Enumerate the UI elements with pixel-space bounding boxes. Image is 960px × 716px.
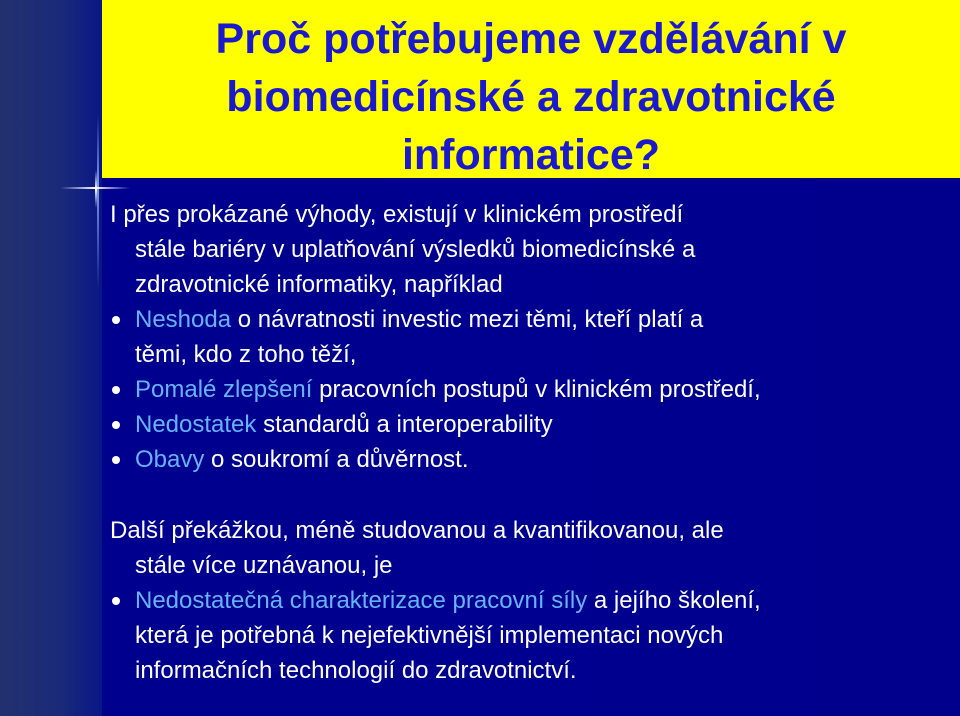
bullet-text: o návratnosti investic mezi těmi, kteří platí a	[231, 306, 704, 333]
bullet-item	[110, 583, 960, 618]
second-line-2: stále více uznávanou, je	[135, 552, 393, 579]
bullet-highlight: Obavy	[135, 446, 205, 473]
bullet-highlight: Nedostatečná charakterizace pracovní síly	[135, 587, 588, 614]
bullet-highlight: Neshoda	[135, 306, 232, 333]
decor-cross-line	[95, 170, 97, 208]
bullet-dot-icon	[112, 316, 120, 324]
bullet-highlight: Pomalé zlepšení	[135, 376, 313, 403]
bullet-text: a jejího školení,	[587, 587, 761, 614]
bullet-continuation: těmi, kdo z toho těží,	[135, 341, 357, 368]
intro-line-2: stále bariéry v uplatňování výsledků biomedicínské a	[135, 236, 696, 263]
title-line-3: informatice?	[401, 131, 661, 179]
second-line-1: Další překážkou, méně studovanou a kvantifikovanou, ale	[110, 517, 724, 544]
bullet-continuation: informačních technologií do zdravotnictví.	[135, 657, 577, 684]
bullet-text: pracovních postupů v klinickém prostředí,	[312, 376, 761, 403]
title-line-1: Proč potřebujeme vzdělávání v	[215, 15, 847, 63]
left-decor-band	[0, 0, 102, 716]
title-box	[102, 0, 960, 178]
bullet-text: standardů a interoperability	[256, 411, 553, 438]
bullet-dot-icon	[112, 456, 120, 464]
bullet-item	[110, 407, 960, 442]
title-line-2: biomedicínské a zdravotnické	[226, 73, 836, 121]
bullet-dot-icon	[112, 421, 120, 429]
bullet-text: o soukromí a důvěrnost.	[204, 446, 469, 473]
bullet-dot-icon	[112, 597, 120, 605]
bullet-dot-icon	[112, 386, 120, 394]
decor-vertical-line	[97, 115, 99, 290]
intro-line-3: zdravotnické informatiky, například	[135, 271, 503, 298]
intro-line-1: I přes prokázané výhody, existují v klinickém prostředí	[110, 201, 684, 228]
bullet-item	[110, 302, 960, 337]
bullet-item	[110, 442, 960, 477]
slide-content	[110, 197, 960, 688]
bullet-continuation: která je potřebná k nejefektivnější implementaci nových	[135, 622, 724, 649]
bullet-highlight: Nedostatek	[135, 411, 257, 438]
spacer	[110, 477, 960, 513]
bullet-item	[110, 372, 960, 407]
